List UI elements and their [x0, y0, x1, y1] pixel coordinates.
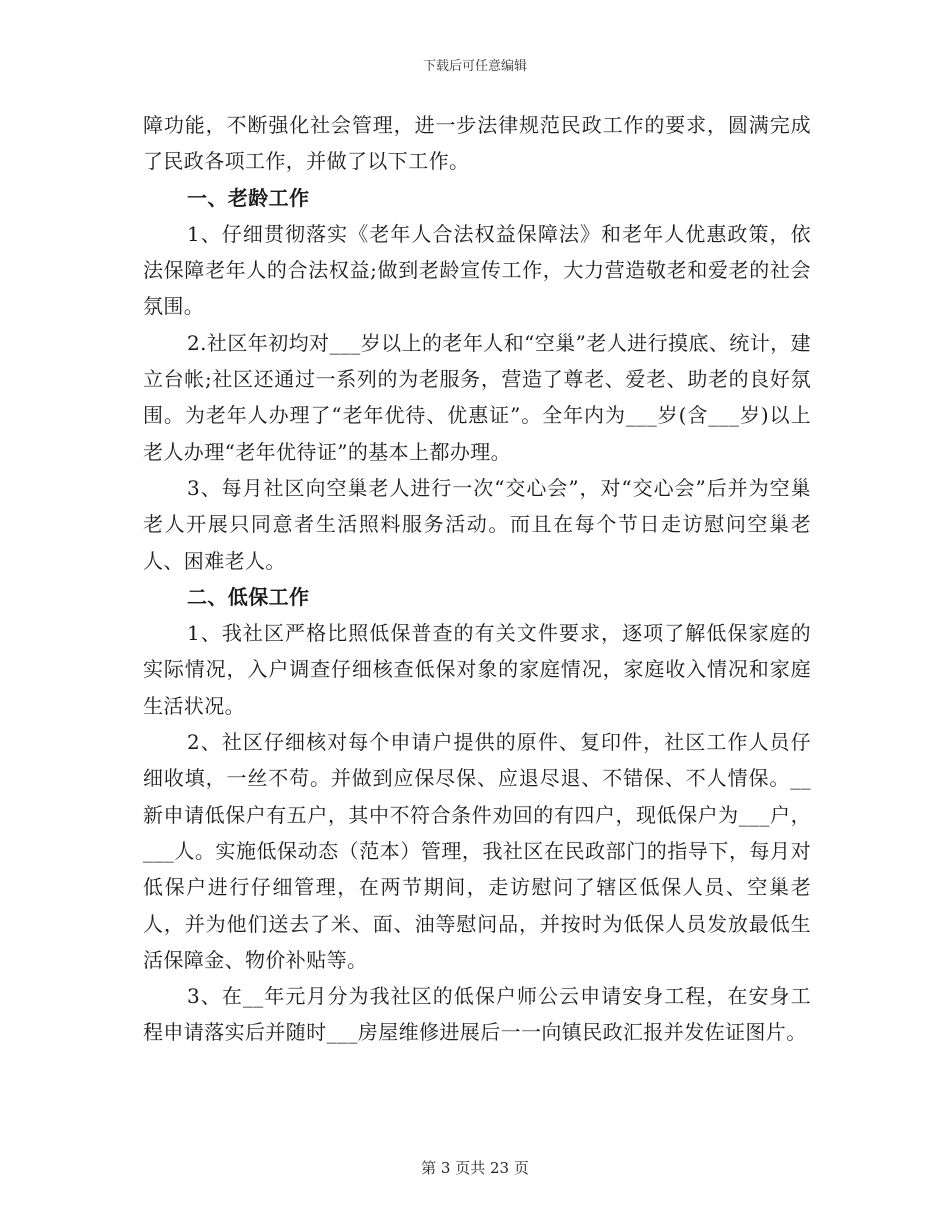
paragraph-low-income-2: 2、社区仔细核对每个申请户提供的原件、复印件，社区工作人员仔细收填，一丝不苟。并做到应保尽保、应退尽退、不错保、不人情保。__新申请低保户有五户，其中不符合条件劝回的有四户，现低保户为___户，___人。实施低保动态（范本）管理，我社区在民政部门的指导下，每月对低保户进行仔细管理，在两节期间，走访慰问了辖区低保人员、空巢老人，并为他们送去了米、面、油等慰问品，并按时为低保人员发放最低生活保障金、物价补贴等。 — [143, 730, 811, 972]
page-footer: 第 3 页共 23 页 — [421, 1159, 529, 1177]
paragraph-elderly-3: 3、每月社区向空巢老人进行一次“交心会”，对“交心会”后并为空巢老人开展只同意者生活照料服务活动。而且在每个节日走访慰问空巢老人、困难老人。 — [143, 475, 811, 573]
section-heading-low-income-work: 二、低保工作 — [187, 584, 310, 609]
paragraph-elderly-1: 1、仔细贯彻落实《老年人合法权益保障法》和老年人优惠政策，依法保障老年人的合法权益;做到老龄宣传工作，大力营造敬老和爱老的社会氛围。 — [143, 221, 811, 319]
paragraph-low-income-3: 3、在__年元月分为我社区的低保户师公云申请安身工程，在安身工程申请落实后并随时___房屋维修进展后一一向镇民政汇报并发佐证图片。 — [143, 984, 811, 1045]
paragraph-continuation: 障功能，不断强化社会管理，进一步法律规范民政工作的要求，圆满完成了民政各项工作，并做了以下工作。 — [143, 113, 811, 174]
page-header: 下载后可任意编辑 — [422, 59, 527, 74]
document-body — [143, 107, 811, 1051]
paragraph-elderly-2: 2.社区年初均对___岁以上的老年人和“空巢”老人进行摸底、统计，建立台帐;社区还通过一系列的为老服务，营造了尊老、爱老、助老的良好氛围。为老年人办理了“老年优待、优惠证”。全年内为___岁(含___岁)以上老人办理“老年优待证”的基本上都办理。 — [143, 330, 811, 464]
section-heading-elderly-work: 一、老龄工作 — [187, 185, 310, 210]
paragraph-low-income-1: 1、我社区严格比照低保普查的有关文件要求，逐项了解低保家庭的实际情况，入户调查仔细核查低保对象的家庭情况，家庭收入情况和家庭生活状况。 — [143, 621, 811, 718]
